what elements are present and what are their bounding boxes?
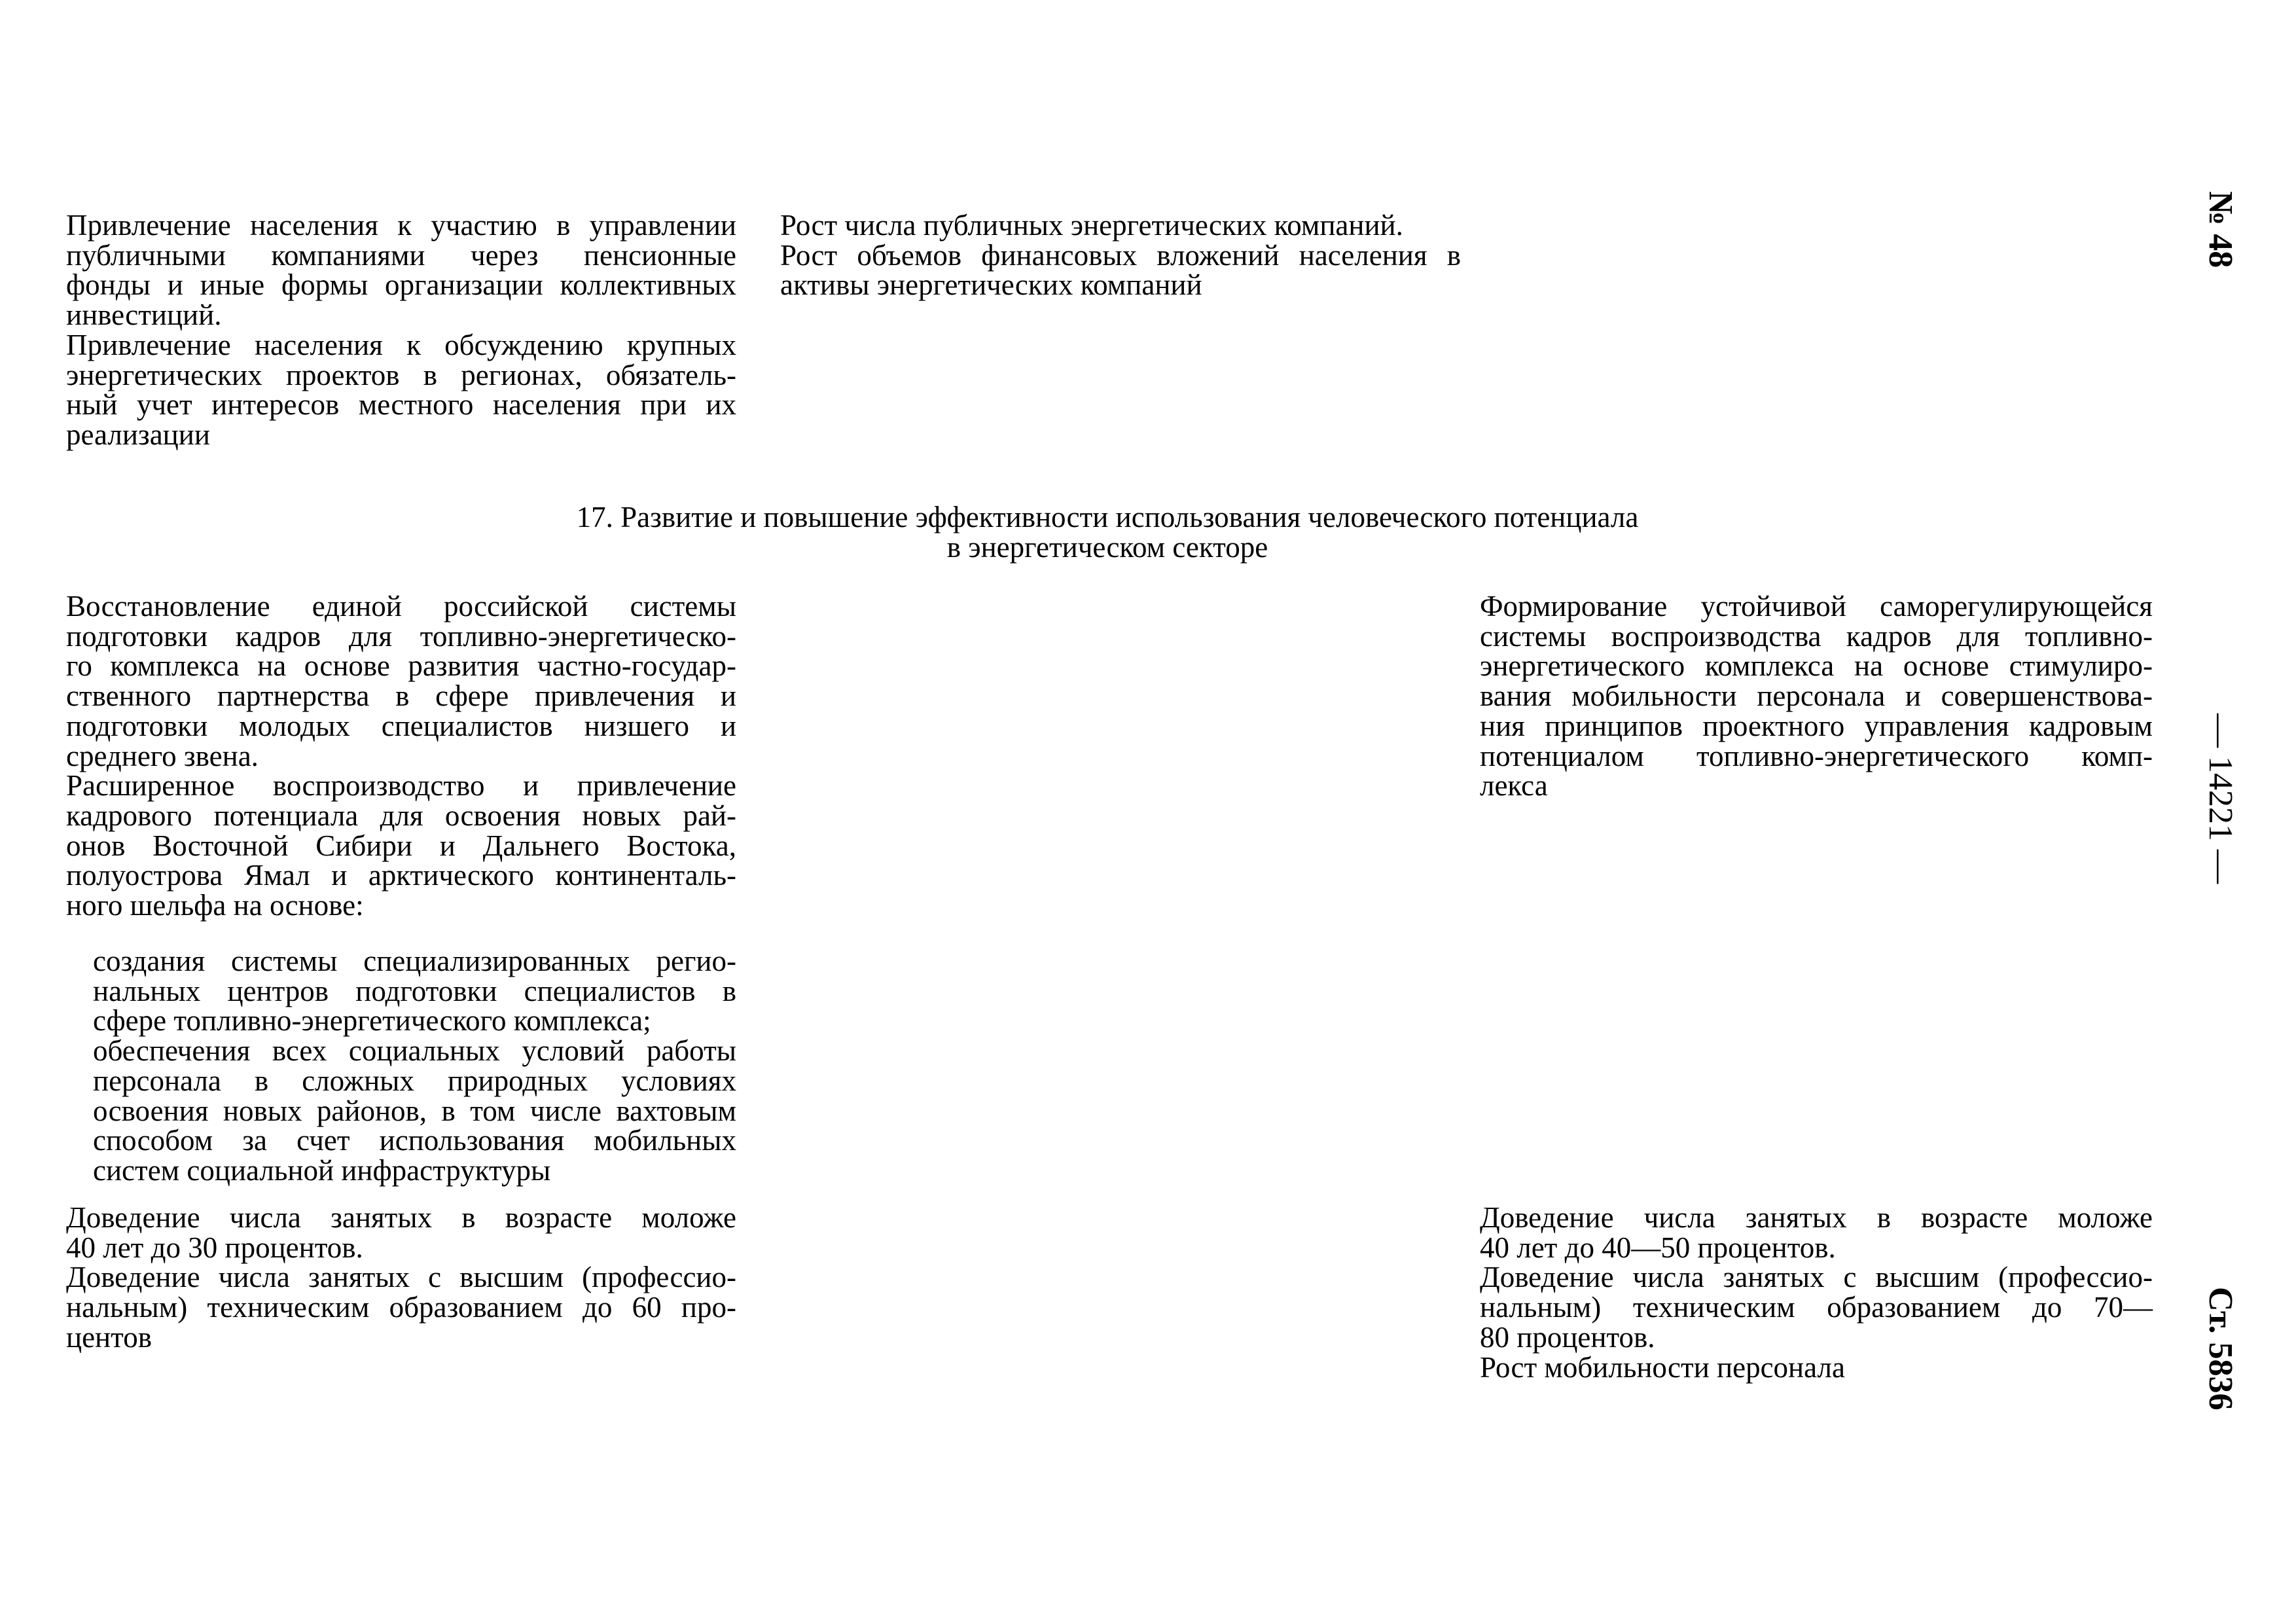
text-line: способом за счет использования мобильных [93,1124,736,1157]
text-line: Рост мобильности персонала [1480,1350,1845,1384]
text-line: освоения новых районов, в том числе вахтовым [93,1094,736,1127]
text-line: Доведение числа занятых в возрасте моложе [66,1201,736,1234]
paragraph [780,211,1461,241]
paragraph [1480,1263,2153,1352]
text-line: реализации [66,418,210,451]
text-line: ственного партнерства в сфере привлечения и [66,679,736,713]
bottom-left-column [66,1203,736,1353]
top-left-column [66,211,736,450]
text-line: Формирование устойчивой саморегулирующейся [1480,590,2153,623]
text-line: лекса [1480,769,1548,803]
text-line: потенциалом топливно-энергетического комп- [1480,739,2153,772]
text-line: ного шельфа на основе: [66,889,364,922]
paragraph [93,1036,736,1186]
text-line: персонала в сложных природных условиях [93,1064,736,1097]
text-line: 40 лет до 40—50 процентов. [1480,1231,1836,1264]
text-line: центов [66,1320,152,1354]
text-line: Доведение числа занятых с высшим (профессио- [66,1261,736,1294]
text-line: 17. Развитие и повышение эффективности использования человеческого потенциала [576,501,1639,533]
text-line: Расширенное воспроизводство и привлечение [66,769,736,803]
text-line: нальным) техническим образованием до 60 про- [66,1291,736,1324]
text-line: публичными компаниями через пенсионные [66,238,736,272]
text-line: полуострова Ямал и арктического континенталь- [66,859,736,892]
bottom-right-column [1480,1203,2153,1382]
text-line: сфере топливно-энергетического комплекса; [93,1004,651,1038]
text-line: систем социальной инфраструктуры [93,1153,551,1187]
paragraph [66,1203,736,1263]
text-line: кадрового потенциала для освоения новых рай- [66,799,736,832]
text-line: среднего звена. [66,739,259,772]
text-line: ный учет интересов местного населения при их [66,388,736,422]
text-line: Привлечение населения к участию в управлении [66,209,736,242]
text-line: го комплекса на основе развития частно-государ- [66,649,736,683]
section-right-column [1480,592,2153,801]
paragraph [66,771,736,921]
text-line: Рост объемов финансовых вложений населения в [780,238,1461,272]
text-line: энергетического комплекса на основе стимулиро- [1480,649,2153,683]
text-line: системы воспроизводства кадров для топливно- [1480,619,2153,653]
text-line: энергетических проектов в регионах, обязатель- [66,358,736,391]
paragraph [66,592,736,771]
text-line: Восстановление единой российской системы [66,590,736,623]
text-line: в энергетическом секторе [946,530,1268,564]
text-line: обеспечения всех социальных условий работы [93,1034,736,1068]
text-line: 40 лет до 30 процентов. [66,1231,363,1264]
paragraph [1480,1350,2153,1384]
text-line: активы энергетических компаний [780,268,1202,302]
text-line: 80 процентов. [1480,1320,1655,1354]
paragraph [66,328,736,451]
section-left-column [66,592,736,921]
paragraph [66,211,736,331]
text-line: нальным) техническим образованием до 70— [1480,1291,2153,1324]
paragraph [66,1263,736,1352]
paragraph [93,947,736,1036]
text-line: подготовки молодых специалистов низшего и [66,709,736,742]
text-line: фонды и иные формы организации коллективных [66,268,736,302]
top-middle-column [780,211,1461,300]
paragraph [393,503,1822,562]
paragraph [1480,1203,2153,1263]
text-line: инвестиций. [66,298,222,332]
text-line: Доведение числа занятых с высшим (профессио- [1480,1261,2153,1294]
page-number: Ст. 5836 [2202,1287,2239,1411]
text-line: Доведение числа занятых в возрасте моложе [1480,1201,2153,1234]
paragraph [1480,592,2153,801]
text-line: создания системы специализированных регио- [93,945,736,977]
text-line: Рост числа публичных энергетических компаний. [780,209,1403,242]
text-line: нальных центров подготовки специалистов в [93,974,736,1007]
text-line: онов Восточной Сибири и Дальнего Востока, [66,829,736,862]
text-line: Привлечение населения к обсуждению крупных [66,328,736,361]
text-line: вания мобильности персонала и совершенствова- [1480,679,2153,713]
text-line: ния принципов проектного управления кадровым [1480,709,2153,742]
section-indented-list [93,947,736,1186]
document-number: — 14221 — [2202,713,2239,884]
text-line: подготовки кадров для топливно-энергетическо- [66,619,736,653]
issue-number: № 48 [2202,191,2239,268]
paragraph [780,238,1461,302]
section-heading [393,503,1822,562]
